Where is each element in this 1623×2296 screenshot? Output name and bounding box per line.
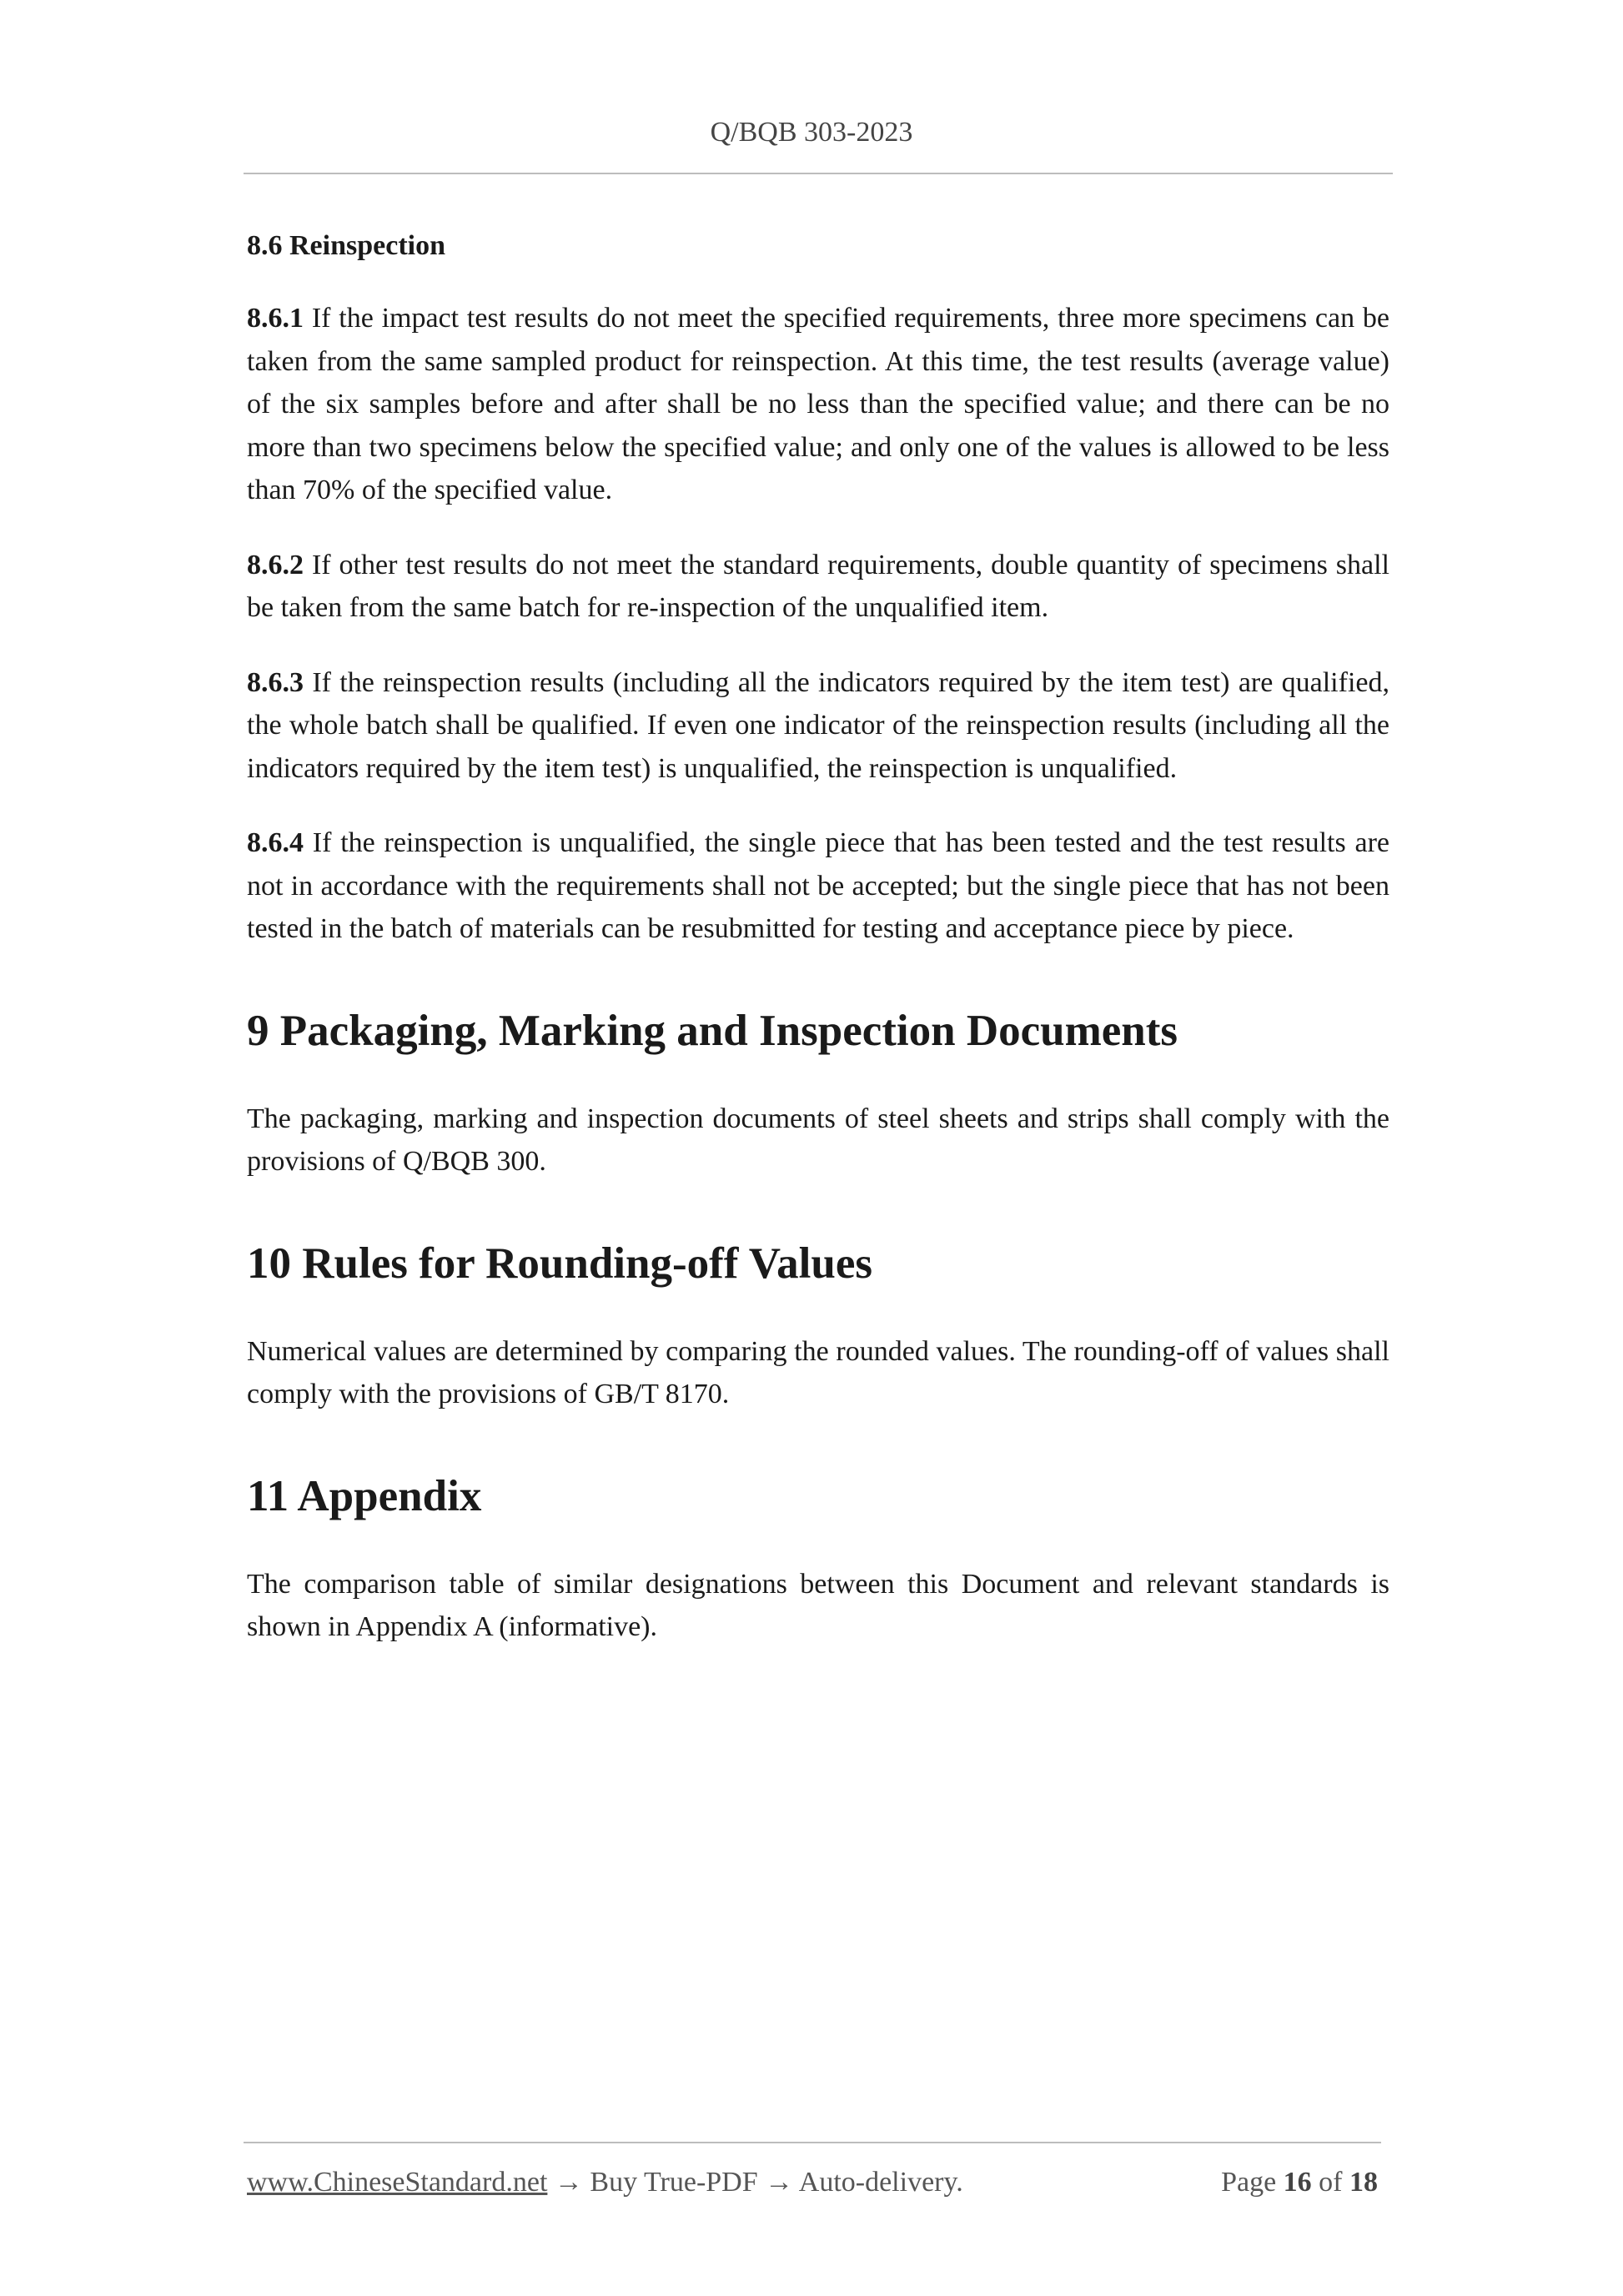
arrow-right-icon: →: [765, 2167, 794, 2198]
buy-pdf-text: Buy True-PDF: [590, 2167, 758, 2198]
section-8-6-heading: 8.6 Reinspection: [247, 230, 445, 261]
clause-text: If the reinspection is unqualified, the single piece that has been tested and the test results are not in accordance with the requirements shall not be accepted; but the single piece that has not been tested in the batch of materials can be resubmitted for testing and acceptance piece by piece.: [247, 827, 1389, 944]
page-total: 18: [1349, 2167, 1378, 2198]
clause-text: If other test results do not meet the standard requirements, double quantity of specimens shall be taken from the same batch for re-inspection of the unqualified item.: [247, 549, 1389, 623]
footer-divider: [244, 2142, 1381, 2143]
section-9-heading: 9 Packaging, Marking and Inspection Documents: [247, 1006, 1178, 1055]
section-9-text: The packaging, marking and inspection documents of steel sheets and strips shall comply with the provisions of Q/BQB 300.: [247, 1103, 1389, 1177]
clause-number: 8.6.1: [247, 303, 304, 334]
auto-delivery-text: Auto-delivery.: [798, 2167, 963, 2198]
page-content: [247, 224, 1389, 1681]
section-11-text: The comparison table of similar designations between this Document and relevant standards is shown in Appendix A (informative).: [247, 1568, 1389, 1642]
page-indicator: [1221, 2162, 1378, 2203]
website-link[interactable]: www.ChineseStandard.net: [247, 2167, 548, 2198]
page-label: Page: [1221, 2167, 1277, 2198]
clause-8-6-4: [247, 821, 1389, 951]
clause-8-6-3: [247, 661, 1389, 791]
clause-8-6-1: [247, 297, 1389, 512]
clause-8-6-2: [247, 544, 1389, 630]
of-label: of: [1319, 2167, 1343, 2198]
page-number: 16: [1283, 2167, 1312, 2198]
clause-number: 8.6.3: [247, 666, 304, 698]
clause-number: 8.6.4: [247, 827, 304, 858]
arrow-right-icon: →: [554, 2167, 583, 2198]
section-10-text: Numerical values are determined by comparing the rounded values. The rounding-off of values shall comply with the provisions of GB/T 8170.: [247, 1335, 1389, 1409]
footer-promo: [247, 2162, 963, 2203]
clause-number: 8.6.2: [247, 549, 304, 580]
clause-text: If the reinspection results (including all the indicators required by the item test) are qualified, the whole batch shall be qualified. If even one indicator of the reinspection results (including all the indicators required by the item test) is unqualified, the reinspection is unqualified.: [247, 666, 1389, 784]
header-divider: [244, 173, 1393, 174]
document-code-header: Q/BQB 303-2023: [710, 117, 913, 148]
clause-text: If the impact test results do not meet the specified requirements, three more specimens can be taken from the same sampled product for reinspection. At this time, the test results (average value) of the six samples before and after shall be no less than the specified value; and there can be no more than two specimens below the specified value; and only one of the values is allowed to be less than 70% of the specified value.: [247, 303, 1389, 505]
section-11-heading: 11 Appendix: [247, 1471, 482, 1520]
section-10-heading: 10 Rules for Rounding-off Values: [247, 1238, 872, 1288]
